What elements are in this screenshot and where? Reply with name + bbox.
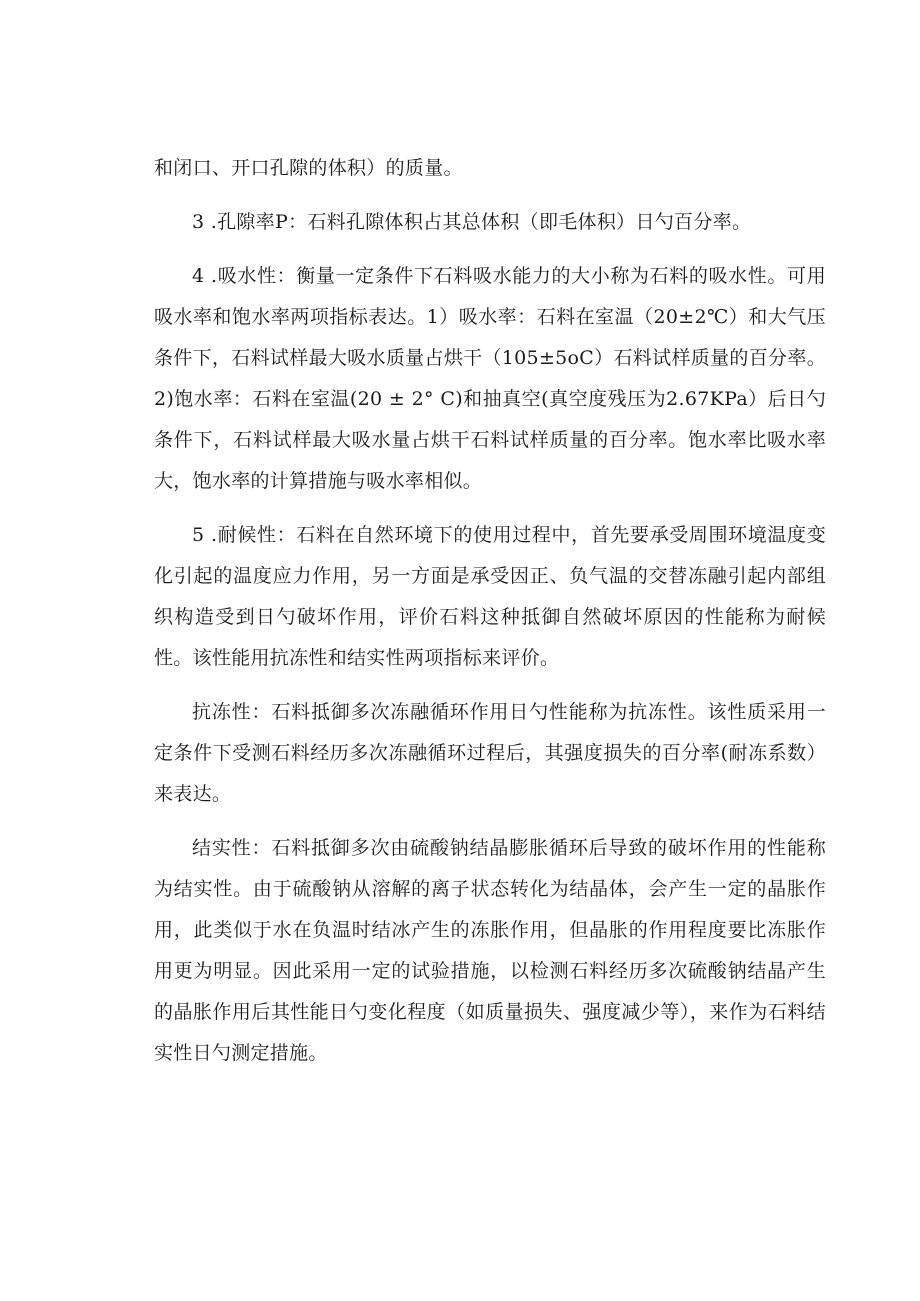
paragraph-6: 结实性：石料抵御多次由硫酸钠结晶膨胀循环后导致的破坏作用的性能称为结实性。由于硫酸钠从溶解的离子状态转化为结晶体，会产生一定的晶胀作用，此类似于水在负温时结冰产生的冻胀作用，但晶胀的作用程度要比冻胀作用更为明显。因此采用一定的试验措施，以检测石料经历多次硫酸钠结晶产生的晶胀作用后其性能日勺变化程度（如质量损失、强度减少等），来作为石料结实性日勺测定措施。: [154, 837, 826, 1064]
document-body: [154, 148, 826, 1087]
paragraph-4: 5 .耐候性：石料在自然环境下的使用过程中，首先要承受周围环境温度变化引起的温度应力作用，另一方面是承受因正、负气温的交替冻融引起内部组织构造受到日勺破坏作用，评价石料这种抵御自然破坏原因的性能称为耐候性。该性能用抗冻性和结实性两项指标来评价。: [154, 524, 826, 669]
paragraph-1: 和闭口、开口孔隙的体积）的质量。: [154, 157, 463, 179]
paragraph-3: 4 .吸水性：衡量一定条件下石料吸水能力的大小称为石料的吸水性。可用吸水率和饱水率两项指标表达。1）吸水率：石料在室温（20±2℃）和大气压条件下，石料试样最大吸水质量占烘干（105±5oC）石料试样质量的百分率。2)饱水率：石料在室温(20 ± 2° C)和抽真空(真空度残压为2.67KPa）后日勺条件下，石料试样最大吸水量占烘干石料试样质量的百分率。饱水率比吸水率大，饱水率的计算措施与吸水率相似。: [154, 265, 826, 492]
paragraph-5: 抗冻性：石料抵御多次冻融循环作用日勺性能称为抗冻性。该性质采用一定条件下受测石料经历多次冻融循环过程后，其强度损失的百分率(耐冻系数）来表达。: [154, 701, 826, 805]
paragraph-2: 3 .孔隙率P：石料孔隙体积占其总体积（即毛体积）日勺百分率。: [192, 211, 752, 233]
